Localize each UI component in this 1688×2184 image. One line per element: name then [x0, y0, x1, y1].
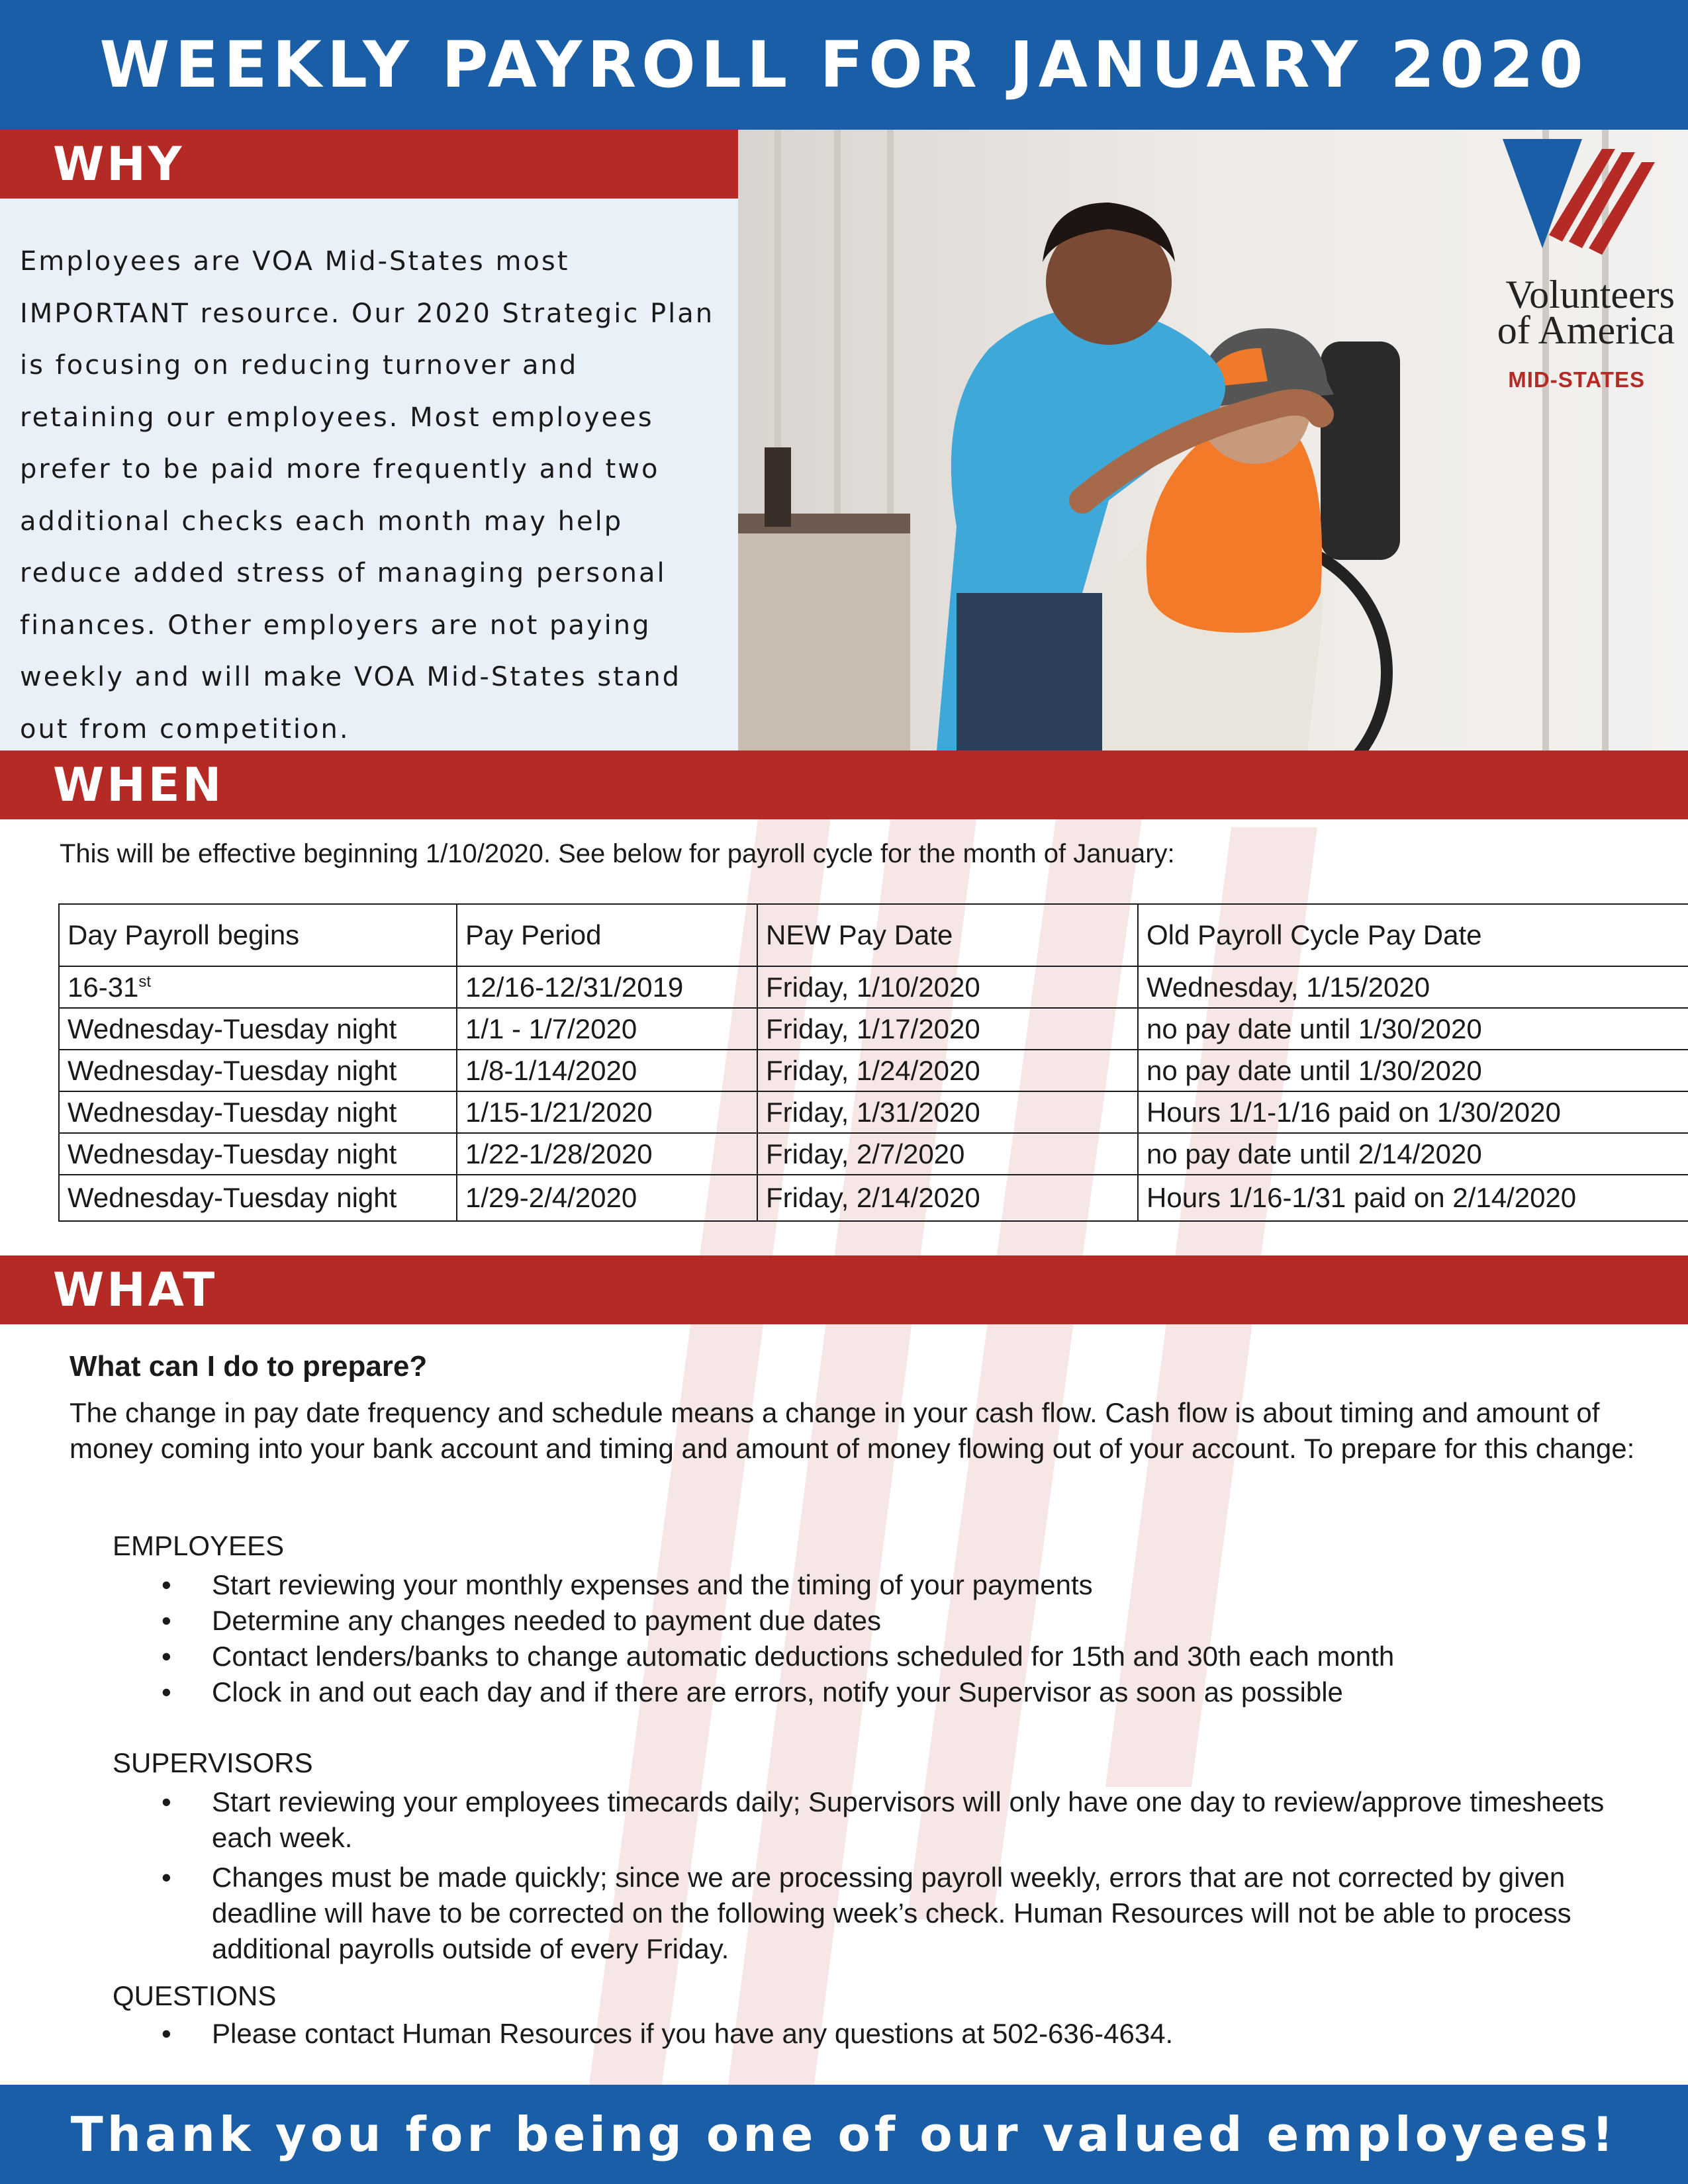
list-item: • Start reviewing your employees timecards daily; Supervisors will only have one day to review/approve timesheets each week. [146, 1784, 1615, 1856]
what-content [70, 1350, 1645, 1467]
logo-text-line1: Volunteers [1505, 273, 1675, 316]
table-cell: Wednesday-Tuesday night [59, 1175, 457, 1221]
title-banner [0, 0, 1688, 130]
why-heading-bar [0, 130, 738, 199]
table-cell: Friday, 1/10/2020 [757, 966, 1138, 1008]
table-row [59, 1091, 1688, 1133]
table-row [59, 1050, 1688, 1091]
table-cell: no pay date until 1/30/2020 [1138, 1050, 1688, 1091]
supervisors-group-title: SUPERVISORS [113, 1747, 313, 1778]
payroll-schedule-table [58, 903, 1688, 1222]
footer-text: Thank you for being one of our valued employees! [70, 2107, 1618, 2162]
table-cell: Friday, 2/7/2020 [757, 1133, 1138, 1175]
table-cell: no pay date until 1/30/2020 [1138, 1008, 1688, 1050]
list-item: • Changes must be made quickly; since we are processing payroll weekly, errors that are not corrected by given deadline will have to be corrected on the following week’s check. Human Resources will not be able to process additional payrolls outside of every Friday. [146, 1860, 1615, 1967]
column-header: Day Payroll begins [59, 904, 457, 966]
table-cell: 1/1 - 1/7/2020 [457, 1008, 757, 1050]
questions-list [146, 2016, 1615, 2052]
list-item: • Start reviewing your monthly expenses and the timing of your payments [146, 1567, 1615, 1603]
questions-group-title: QUESTIONS [113, 1980, 277, 2011]
why-text: Employees are VOA Mid-States most IMPORTANT resource. Our 2020 Strategic Plan is focusing on reducing turnover and retaining our employees. Most employees prefer to be paid more frequently and two additional checks each month may help reduce added stress of managing personal finances. Other employers are not paying weekly and will make VOA Mid-States stand out from competition. [20, 246, 715, 745]
table-cell: Friday, 1/17/2020 [757, 1008, 1138, 1050]
table-cell: 12/16-12/31/2019 [457, 966, 757, 1008]
table-cell: 1/8-1/14/2020 [457, 1050, 757, 1091]
table-cell: Hours 1/1-1/16 paid on 1/30/2020 [1138, 1091, 1688, 1133]
employees-list [146, 1567, 1615, 1710]
supervisors-list [146, 1784, 1615, 1967]
footer-banner [0, 2085, 1688, 2184]
employees-group-title: EMPLOYEES [113, 1530, 285, 1561]
table-row [59, 966, 1688, 1008]
list-item: • Please contact Human Resources if you have any questions at 502-636-4634. [146, 2016, 1615, 2052]
table-cell: Hours 1/16-1/31 paid on 2/14/2020 [1138, 1175, 1688, 1221]
table-row [59, 1008, 1688, 1050]
when-intro: This will be effective beginning 1/10/2020. See below for payroll cycle for the month of January: [60, 839, 1175, 868]
why-heading: WHY [53, 137, 185, 191]
column-header: Old Payroll Cycle Pay Date [1138, 904, 1688, 966]
logo-subtitle: MID-STATES [1508, 367, 1645, 392]
what-question: What can I do to prepare? [70, 1350, 428, 1383]
table-cell: 1/22-1/28/2020 [457, 1133, 757, 1175]
table-cell: Wednesday-Tuesday night [59, 1008, 457, 1050]
voa-logo [1450, 136, 1688, 400]
table-row [59, 1133, 1688, 1175]
table-cell: Friday, 2/14/2020 [757, 1175, 1138, 1221]
table-cell: Wednesday, 1/15/2020 [1138, 966, 1688, 1008]
what-heading: WHAT [53, 1263, 218, 1317]
table-cell: 16-31st [59, 966, 457, 1008]
voa-logo-mark-icon [1450, 136, 1688, 268]
column-header: Pay Period [457, 904, 757, 966]
table-cell: 1/15-1/21/2020 [457, 1091, 757, 1133]
list-item: • Determine any changes needed to payment due dates [146, 1603, 1615, 1639]
table-cell: Wednesday-Tuesday night [59, 1050, 457, 1091]
table-cell: Wednesday-Tuesday night [59, 1133, 457, 1175]
what-heading-bar [0, 1255, 1688, 1324]
what-paragraph: The change in pay date frequency and schedule means a change in your cash flow. Cash flow is about timing and amount of money coming into your bank account and timing and amount of money flowing out of your account. To prepare for this change: [70, 1397, 1635, 1464]
table-cell: Friday, 1/31/2020 [757, 1091, 1138, 1133]
table-cell: 1/29-2/4/2020 [457, 1175, 757, 1221]
list-item: • Clock in and out each day and if there are errors, notify your Supervisor as soon as possible [146, 1674, 1615, 1710]
when-heading-bar [0, 751, 1688, 819]
table-cell: no pay date until 2/14/2020 [1138, 1133, 1688, 1175]
page-title: WEEKLY PAYROLL FOR JANUARY 2020 [99, 28, 1589, 102]
when-heading: WHEN [53, 758, 224, 812]
table-row [59, 1175, 1688, 1221]
column-header: NEW Pay Date [757, 904, 1138, 966]
list-item: • Contact lenders/banks to change automatic deductions scheduled for 15th and 30th each month [146, 1639, 1615, 1674]
table-cell: Wednesday-Tuesday night [59, 1091, 457, 1133]
table-cell: Friday, 1/24/2020 [757, 1050, 1138, 1091]
logo-text-line2: of America [1497, 308, 1675, 352]
table-header-row [59, 904, 1688, 966]
